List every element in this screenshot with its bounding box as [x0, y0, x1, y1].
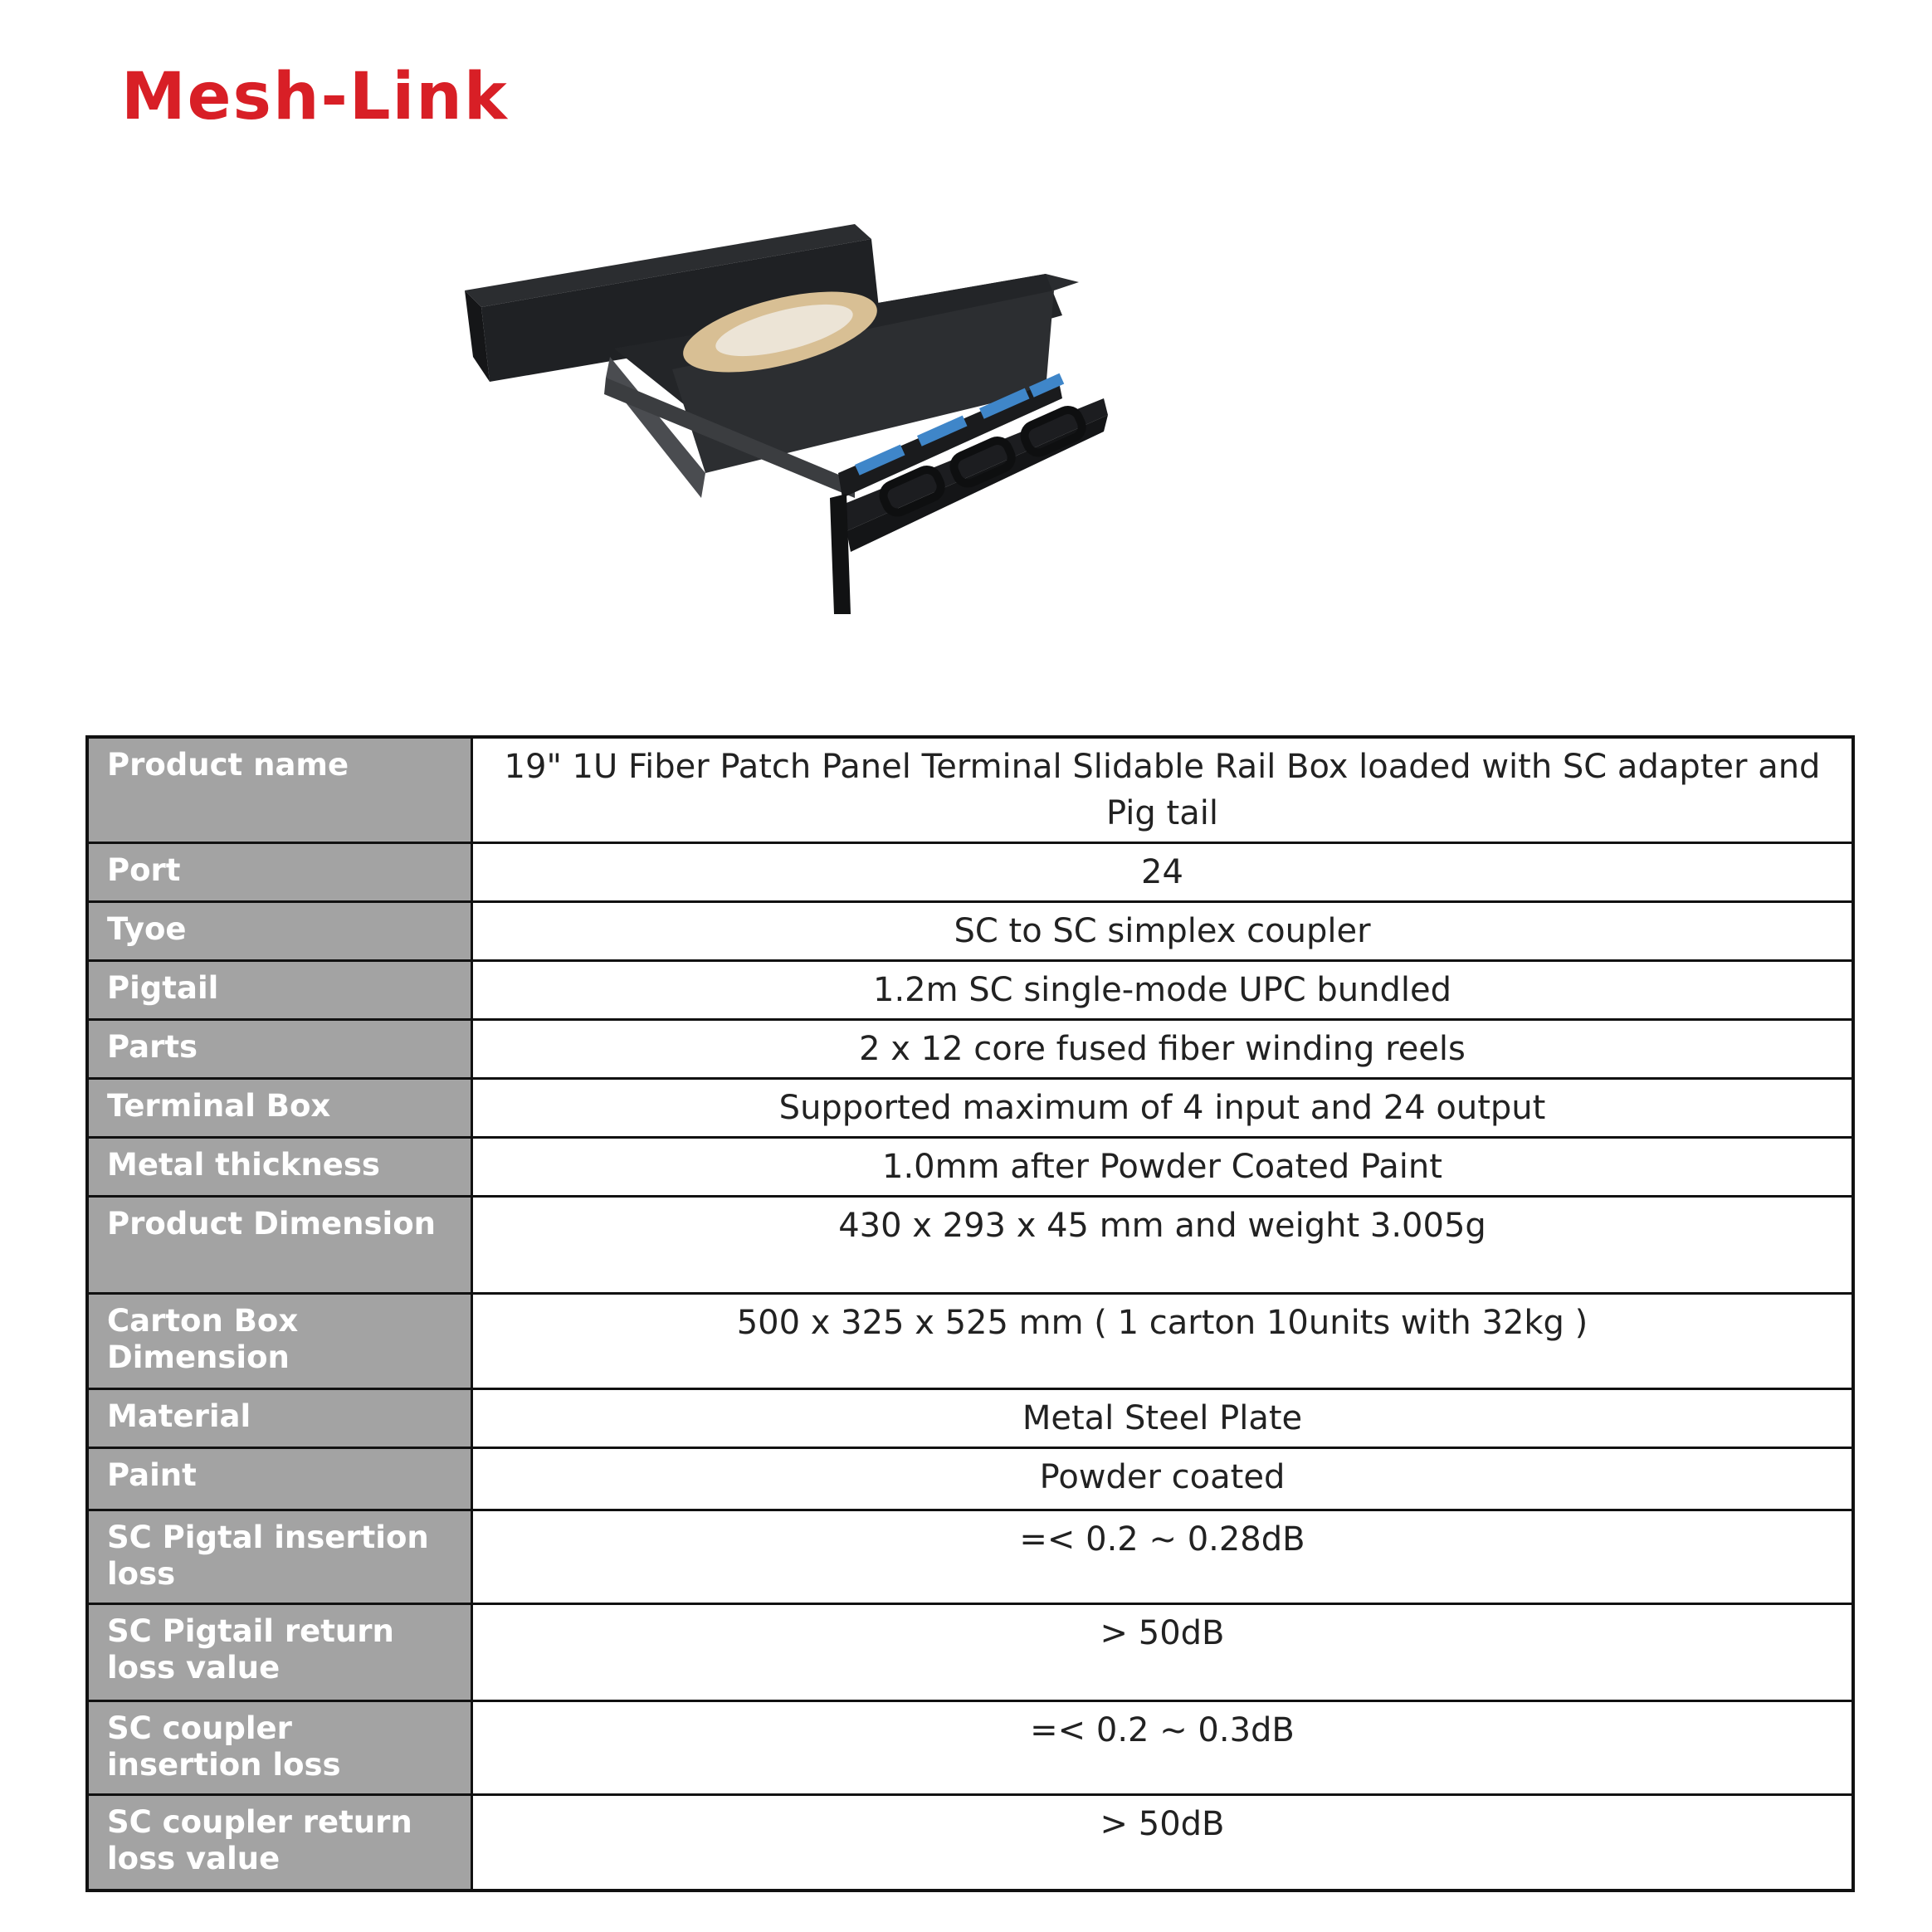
spec-value: > 50dB	[472, 1795, 1854, 1891]
spec-label: SC coupler return loss value	[87, 1795, 472, 1891]
table-row	[87, 1079, 1853, 1138]
spec-label: Terminal Box	[87, 1079, 472, 1138]
table-row	[87, 1138, 1853, 1197]
table-row	[87, 902, 1853, 961]
spec-label: Product name	[87, 737, 472, 843]
spec-label: Product Dimension	[87, 1197, 472, 1294]
spec-value: 24	[472, 843, 1854, 902]
brand-logo: Mesh-Link	[121, 60, 509, 134]
spec-label: SC Pigtal insertion loss	[87, 1510, 472, 1604]
spec-value: 2 x 12 core fused fiber winding reels	[472, 1020, 1854, 1079]
table-row	[87, 1389, 1853, 1448]
table-row	[87, 737, 1853, 843]
spec-value: =< 0.2 ~ 0.28dB	[472, 1510, 1854, 1604]
spec-label: SC coupler insertion loss	[87, 1701, 472, 1795]
table-row	[87, 961, 1853, 1020]
spec-label: Pigtail	[87, 961, 472, 1020]
table-row	[87, 1197, 1853, 1294]
spec-label: Metal thickness	[87, 1138, 472, 1197]
spec-value: =< 0.2 ~ 0.3dB	[472, 1701, 1854, 1795]
table-row	[87, 1701, 1853, 1795]
spec-value: 500 x 325 x 525 mm ( 1 carton 10units with 32kg )	[472, 1294, 1854, 1389]
spec-label: Parts	[87, 1020, 472, 1079]
spec-label: SC Pigtail return loss value	[87, 1604, 472, 1701]
table-row	[87, 1510, 1853, 1604]
spec-value: 430 x 293 x 45 mm and weight 3.005g	[472, 1197, 1854, 1294]
spec-label: Paint	[87, 1448, 472, 1510]
table-row	[87, 1604, 1853, 1701]
spec-table	[85, 735, 1855, 1892]
table-row	[87, 1795, 1853, 1891]
table-row	[87, 1020, 1853, 1079]
table-row	[87, 843, 1853, 902]
spec-value: 1.0mm after Powder Coated Paint	[472, 1138, 1854, 1197]
spec-value: Supported maximum of 4 input and 24 output	[472, 1079, 1854, 1138]
spec-value: SC to SC simplex coupler	[472, 902, 1854, 961]
spec-label: Port	[87, 843, 472, 902]
spec-value: 19" 1U Fiber Patch Panel Terminal Slidable Rail Box loaded with SC adapter and Pig tail	[472, 737, 1854, 843]
spec-value: Powder coated	[472, 1448, 1854, 1510]
spec-label: Carton Box Dimension	[87, 1294, 472, 1389]
product-image	[465, 224, 1436, 639]
spec-value: > 50dB	[472, 1604, 1854, 1701]
spec-label: Material	[87, 1389, 472, 1448]
spec-label: Tyoe	[87, 902, 472, 961]
table-row	[87, 1448, 1853, 1510]
spec-value: 1.2m SC single-mode UPC bundled	[472, 961, 1854, 1020]
table-row	[87, 1294, 1853, 1389]
spec-value: Metal Steel Plate	[472, 1389, 1854, 1448]
